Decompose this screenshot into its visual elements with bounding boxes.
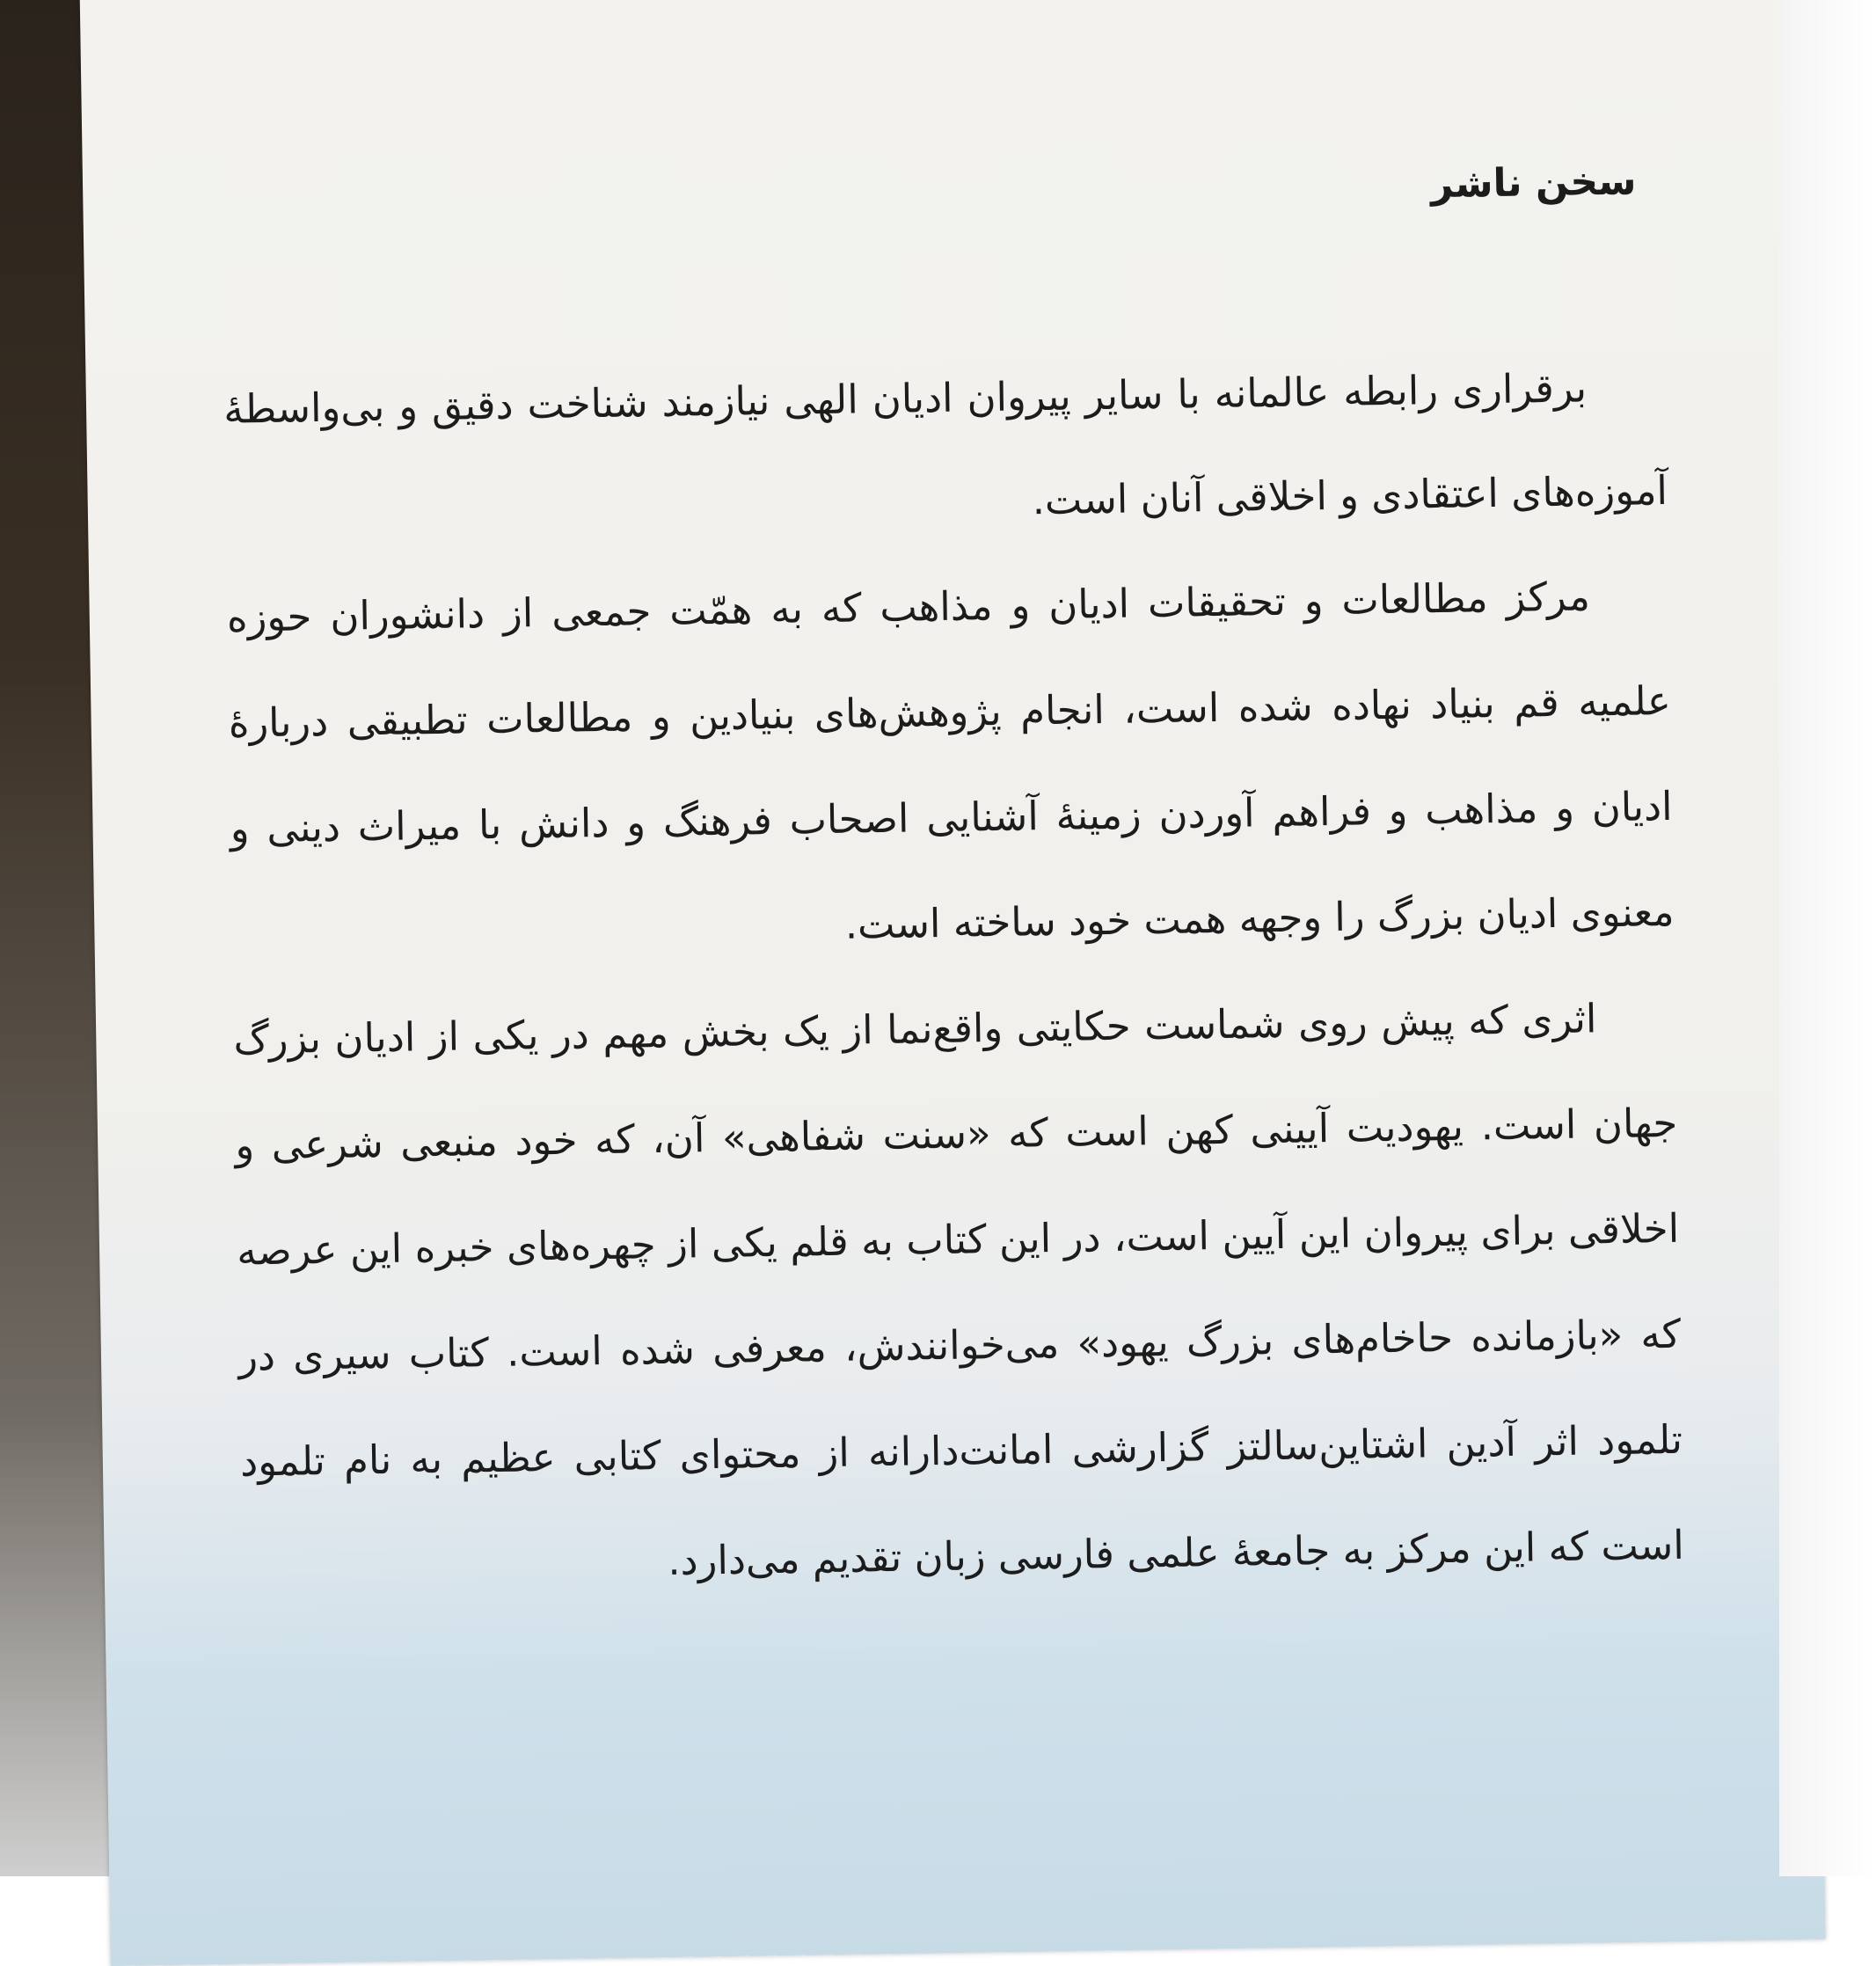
paragraph-3: اثری که پیش روی شماست حکایتی واقع‌نما از یک بخش مهم در یکی از ادیان بزرگ جهان است. یهودیت آیینی کهن است که «سنت شفاهی» آن، که خود منبعی شرعی و اخلاقی برای پیروان این آیین است، در این کتاب به قلم یکی از چهره‌های خبره این عرصه که «بازمانده حاخام‌های بزرگ یهود» می‌خوانندش، معرفی شده است. کتاب سیری در تلمود اثر آدین اشتاین‌سالتز گزارشی امانت‌دارانه از محتوای کتابی عظیم به نام تلمود است که این مرکز به جامعهٔ علمی فارسی زبان تقدیم می‌دارد.: [233, 995, 1685, 1584]
paragraph-1: برقراری رابطه عالمانه با سایر پیروان ادیان الهی نیازمند شناخت دقیق و بی‌واسطهٔ آموزه‌های اعتقادی و اخلاقی آنان است.: [223, 364, 1668, 524]
page-edge: [1779, 0, 1876, 1876]
page-title: سخن ناشر: [1430, 158, 1637, 208]
publisher-note: [220, 158, 1685, 1621]
paragraph-2: مرکز مطالعات و تحقیقات ادیان و مذاهب که به همّت جمعی از دانشوران حوزه علمیه قم بنیاد نهاده شده است، انجام پژوهش‌های بنیادین و مطالعات تطبیقی دربارهٔ ادیان و مذاهب و فراهم آوردن زمینهٔ آشنایی اصحاب فرهنگ و دانش با میراث دینی و معنوی ادیان بزرگ را وجهه همت خود ساخته است.: [226, 573, 1675, 948]
